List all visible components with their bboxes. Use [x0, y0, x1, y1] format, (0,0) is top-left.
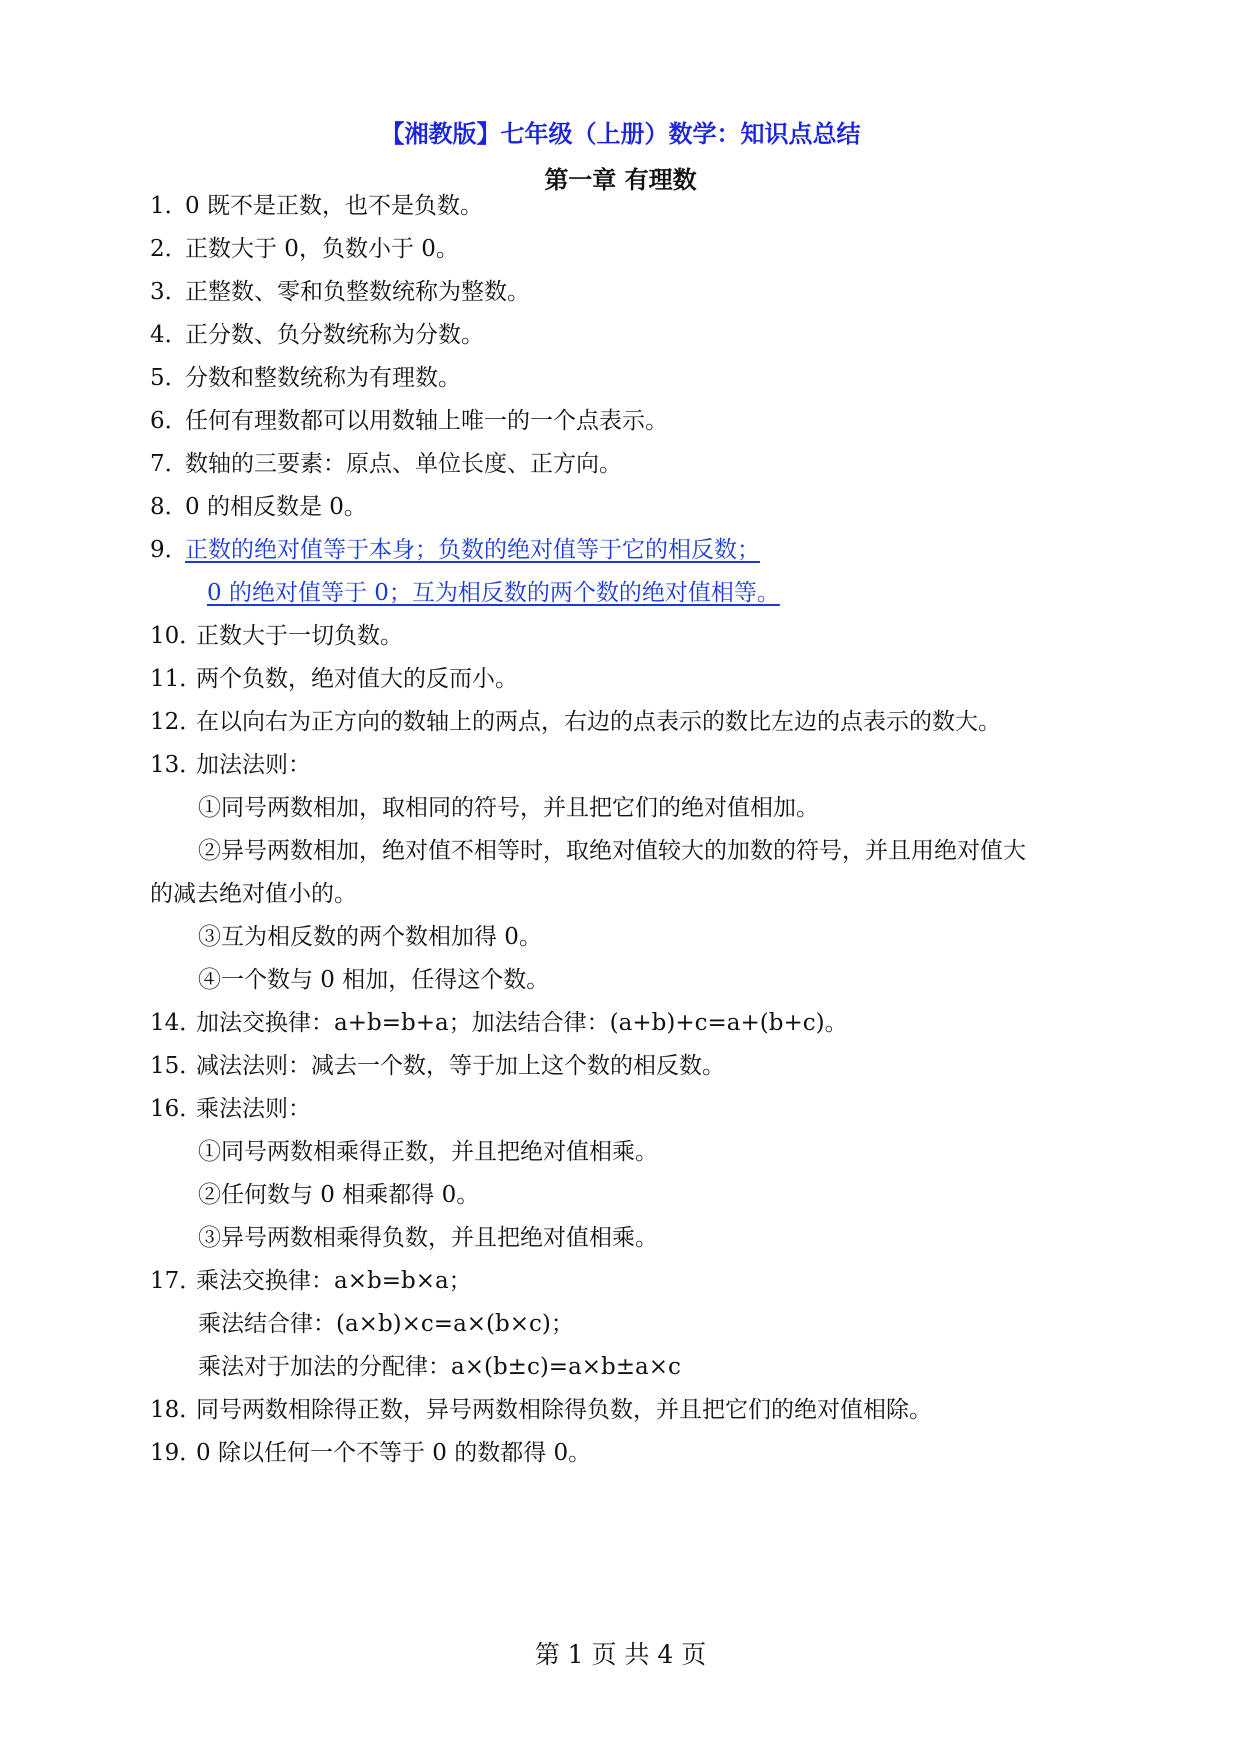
- list-item: [150, 491, 367, 523]
- list-item: [150, 749, 311, 781]
- item-number: 14．: [150, 1010, 203, 1036]
- sub-item: [198, 1136, 658, 1168]
- item-number: 19．: [150, 1440, 203, 1466]
- item-text: 减法法则：减去一个数，等于加上这个数的相反数。: [196, 1053, 725, 1079]
- item-text: 乘法法则：: [196, 1096, 311, 1122]
- item-number: 12．: [150, 709, 203, 735]
- list-item: [150, 1394, 932, 1426]
- item-text: 乘法对于加法的分配律：a×(b±c)=a×b±a×c: [198, 1354, 681, 1380]
- item-text: 乘法结合律：(a×b)×c=a×(b×c)；: [198, 1311, 574, 1337]
- list-item: [150, 448, 622, 480]
- item-text: 乘法交换律：a×b=b×a；: [196, 1268, 472, 1294]
- item-text: 正分数、负分数统称为分数。: [185, 322, 484, 348]
- list-item: [150, 1093, 311, 1125]
- item-text: 正整数、零和负整数统称为整数。: [185, 279, 530, 305]
- item-number: 8．: [150, 494, 188, 520]
- list-item: [150, 706, 1001, 738]
- item-text: 分数和整数统称为有理数。: [185, 365, 461, 391]
- sub-item: [198, 835, 1026, 867]
- linked-text[interactable]: 正数的绝对值等于本身；负数的绝对值等于它的相反数；: [185, 537, 760, 563]
- sub-item: [198, 1179, 479, 1211]
- item-number: 6．: [150, 408, 188, 434]
- item-text: 任何有理数都可以用数轴上唯一的一个点表示。: [185, 408, 668, 434]
- sub-item-continuation: [150, 878, 357, 910]
- sub-item: [198, 964, 549, 996]
- item-text: ③异号两数相乘得负数，并且把绝对值相乘。: [198, 1225, 658, 1251]
- list-item: [150, 620, 403, 652]
- item-text: ②任何数与 0 相乘都得 0。: [198, 1182, 480, 1208]
- item-text: ②异号两数相加，绝对值不相等时，取绝对值较大的加数的符号，并且用绝对值大: [198, 838, 1026, 864]
- linked-text[interactable]: 0 的绝对值等于 0；互为相反数的两个数的绝对值相等。: [207, 580, 780, 606]
- item-number: 4．: [150, 322, 188, 348]
- item-text: ④一个数与 0 相加，任得这个数。: [198, 967, 550, 993]
- chapter-heading: 第一章 有理数: [544, 165, 697, 194]
- list-item: [150, 362, 461, 394]
- item-text: ①同号两数相乘得正数，并且把绝对值相乘。: [198, 1139, 658, 1165]
- item-text: 加法交换律：a+b=b+a；加法结合律：(a+b)+c=a+(b+c)。: [196, 1010, 848, 1036]
- list-item: [150, 319, 484, 351]
- item-number: 9．: [150, 537, 188, 563]
- item-number: 13．: [150, 752, 203, 778]
- item-number: 11．: [150, 666, 203, 692]
- sub-item: [198, 792, 819, 824]
- item-number: 10．: [150, 623, 203, 649]
- list-item: [150, 1437, 591, 1469]
- list-item: [150, 233, 459, 265]
- document-title: 【湘教版】七年级（上册）数学：知识点总结: [380, 119, 861, 148]
- list-item: [150, 1265, 472, 1297]
- item-text: 0 既不是正数，也不是负数。: [185, 193, 483, 219]
- item-number: 15．: [150, 1053, 203, 1079]
- list-item-continuation: [207, 577, 780, 609]
- item-number: 3．: [150, 279, 188, 305]
- list-item: [150, 1007, 848, 1039]
- item-number: 7．: [150, 451, 188, 477]
- item-text: ③互为相反数的两个数相加得 0。: [198, 924, 542, 950]
- item-number: 16．: [150, 1096, 203, 1122]
- page-footer: 第 1 页 共 4 页: [534, 1640, 707, 1669]
- item-number: 2．: [150, 236, 188, 262]
- list-item: [150, 190, 483, 222]
- item-number: 17．: [150, 1268, 203, 1294]
- item-text: ①同号两数相加，取相同的符号，并且把它们的绝对值相加。: [198, 795, 819, 821]
- sub-item: [198, 1222, 658, 1254]
- item-text: 正数大于一切负数。: [196, 623, 403, 649]
- list-item: [150, 663, 518, 695]
- item-text: 加法法则：: [196, 752, 311, 778]
- item-number: 18．: [150, 1397, 203, 1423]
- sub-item: [198, 1308, 574, 1340]
- item-text: 两个负数，绝对值大的反而小。: [196, 666, 518, 692]
- item-text: 正数大于 0，负数小于 0。: [185, 236, 459, 262]
- list-item: [150, 534, 760, 566]
- item-text: 同号两数相除得正数，异号两数相除得负数，并且把它们的绝对值相除。: [196, 1397, 932, 1423]
- item-text: 0 的相反数是 0。: [185, 494, 367, 520]
- item-text: 0 除以任何一个不等于 0 的数都得 0。: [196, 1440, 592, 1466]
- sub-item: [198, 921, 542, 953]
- item-text: 在以向右为正方向的数轴上的两点，右边的点表示的数比左边的点表示的数大。: [196, 709, 1001, 735]
- sub-item: [198, 1351, 681, 1383]
- item-number: 5．: [150, 365, 188, 391]
- item-number: 1．: [150, 193, 188, 219]
- list-item: [150, 405, 668, 437]
- item-text: 数轴的三要素：原点、单位长度、正方向。: [185, 451, 622, 477]
- item-text: 的减去绝对值小的。: [150, 881, 357, 907]
- list-item: [150, 1050, 725, 1082]
- list-item: [150, 276, 530, 308]
